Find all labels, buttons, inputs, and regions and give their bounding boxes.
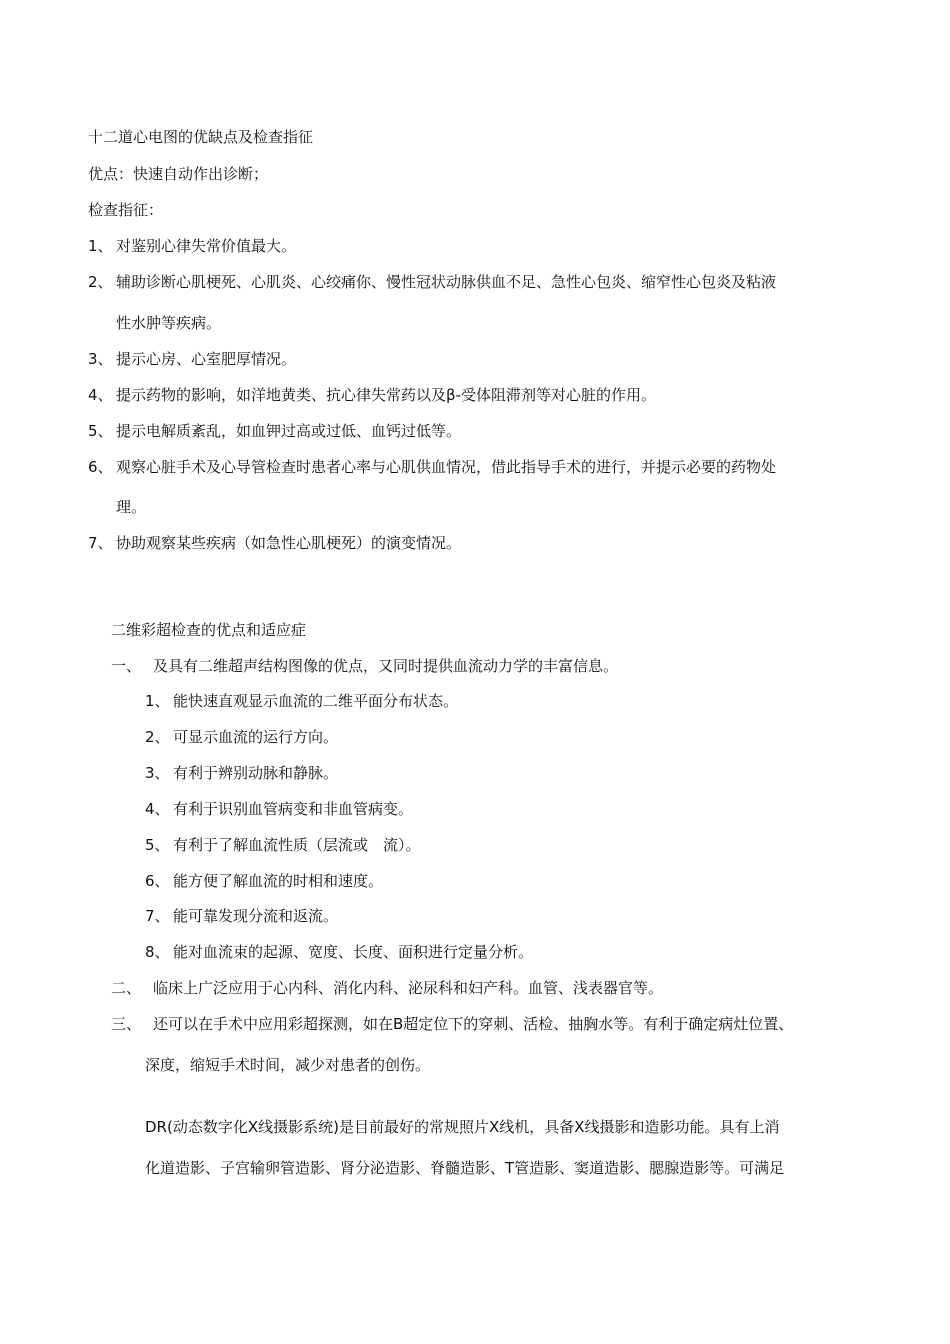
- item-number: 1、: [145, 692, 170, 710]
- doppler-subitem: [145, 763, 338, 783]
- point-text: 临床上广泛应用于心内科、消化内科、泌尿科和妇产科。血管、浅表器官等。: [153, 979, 664, 997]
- item-number: 2、: [145, 728, 170, 746]
- doppler-subitem: [145, 727, 338, 747]
- item-text: 有利于辨别动脉和静脉。: [173, 764, 339, 782]
- item-number: 1、: [88, 237, 113, 255]
- point-text-continued: 深度，缩短手术时间，减少对患者的创伤。: [145, 1056, 431, 1074]
- item-text: 提示心房、心室肥厚情况。: [116, 350, 297, 368]
- doppler-subitem: [145, 691, 458, 711]
- item-number: 3、: [88, 350, 113, 368]
- item-text-continued: 理。: [116, 498, 147, 516]
- doppler-subitem: [145, 799, 413, 819]
- item-number: 6、: [145, 872, 170, 890]
- doppler-subitem: [145, 942, 533, 962]
- point-number: 一、: [111, 657, 142, 675]
- point-number: 二、: [111, 979, 142, 997]
- ecg-indication-item: [88, 457, 776, 477]
- ecg-indication-item: [88, 349, 296, 369]
- doppler-point: [111, 1014, 793, 1034]
- ecg-indication-item: [88, 533, 461, 553]
- item-number: 4、: [145, 800, 170, 818]
- item-text: 对鉴别心律失常价值最大。: [116, 237, 297, 255]
- doppler-section-title: 二维彩超检查的优点和适应症: [111, 621, 307, 639]
- doppler-subitem: [145, 835, 421, 855]
- item-text: 协助观察某些疾病（如急性心肌梗死）的演变情况。: [116, 534, 462, 552]
- item-number: 5、: [88, 422, 113, 440]
- item-text: 提示药物的影响，如洋地黄类、抗心律失常药以及β-受体阻滞剂等对心脏的作用。: [116, 386, 656, 404]
- doppler-point: [111, 656, 618, 676]
- ecg-indications-label: 检查指征：: [88, 201, 164, 219]
- item-number: 5、: [145, 836, 170, 854]
- ecg-indication-item: [88, 236, 296, 256]
- doppler-subitem: [145, 871, 383, 891]
- item-text: 能快速直观显示血流的二维平面分布状态。: [173, 692, 459, 710]
- ecg-advantage: 优点：快速自动作出诊断；: [88, 165, 269, 183]
- item-text: 有利于了解血流性质（层流或 流）。: [173, 836, 421, 854]
- point-text: 还可以在手术中应用彩超探测，如在B超定位下的穿刺、活检、抽胸水等。有利于确定病灶位置、: [153, 1015, 794, 1033]
- item-text: 能方便了解血流的时相和速度。: [173, 872, 384, 890]
- item-number: 2、: [88, 273, 113, 291]
- doppler-subitem: [145, 906, 338, 926]
- item-text: 能可靠发现分流和返流。: [173, 907, 339, 925]
- ecg-section-title: 十二道心电图的优缺点及检查指征: [88, 128, 314, 146]
- ecg-indication-item: [88, 272, 776, 292]
- item-text: 能对血流束的起源、宽度、长度、面积进行定量分析。: [173, 943, 534, 961]
- item-text: 辅助诊断心肌梗死、心肌炎、心绞痛你、慢性冠状动脉供血不足、急性心包炎、缩窄性心包炎及粘液: [116, 273, 777, 291]
- dr-paragraph-line: 化道造影、子宫输卵管造影、肾分泌造影、脊髓造影、T管造影、窦道造影、腮腺造影等。可满足: [145, 1159, 785, 1177]
- item-text: 观察心脏手术及心导管检查时患者心率与心肌供血情况，借此指导手术的进行，并提示必要的药物处: [116, 458, 777, 476]
- item-number: 7、: [145, 907, 170, 925]
- item-number: 6、: [88, 458, 113, 476]
- item-number: 4、: [88, 386, 113, 404]
- item-number: 7、: [88, 534, 113, 552]
- ecg-indication-item: [88, 385, 656, 405]
- item-number: 8、: [145, 943, 170, 961]
- item-text: 可显示血流的运行方向。: [173, 728, 339, 746]
- doppler-point: [111, 978, 663, 998]
- item-number: 3、: [145, 764, 170, 782]
- item-text: 有利于识别血管病变和非血管病变。: [173, 800, 414, 818]
- dr-paragraph-line: DR(动态数字化X线摄影系统)是目前最好的常规照片X线机，具备X线摄影和造影功能。具有上消: [145, 1118, 780, 1136]
- item-text: 提示电解质紊乱，如血钾过高或过低、血钙过低等。: [116, 422, 462, 440]
- ecg-indication-item: [88, 421, 461, 441]
- item-text-continued: 性水肿等疾病。: [116, 314, 222, 332]
- point-number: 三、: [111, 1015, 142, 1033]
- point-text: 及具有二维超声结构图像的优点，又同时提供血流动力学的丰富信息。: [153, 657, 619, 675]
